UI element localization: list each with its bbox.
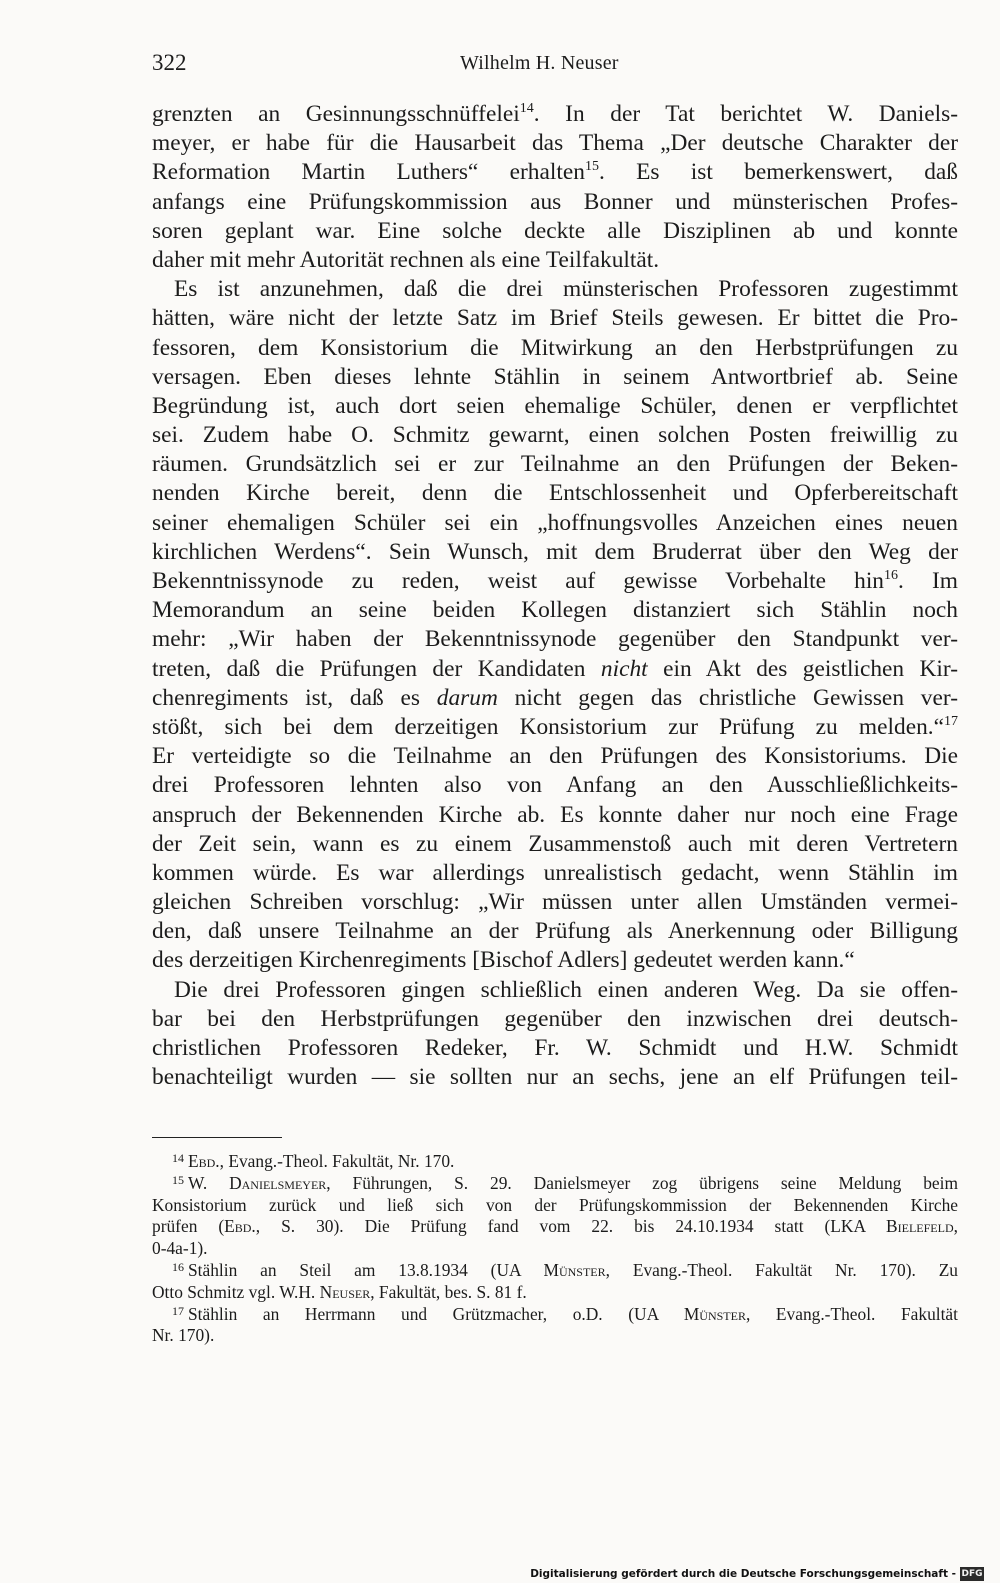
footnote-17: $^{17}$ Stählin an Herrmann und Grützmacher, o.D. (UA Münster, Evang.-Theol. Fakultät <box>172 1303 958 1324</box>
footnote-16: $^{16}$ Stählin an Steil am 13.8.1934 (UA Münster, Evang.-Theol. Fakultät Nr. 170). Zu <box>172 1259 959 1280</box>
footnote-ref[interactable]: 17 <box>944 713 958 729</box>
body-line: christlichen Professoren Redeker, Fr. W. Schmidt und H.W. Schmidt <box>152 1035 958 1061</box>
funding-text: Digitalisierung gefördert durch die Deutsche Forschungsgemeinschaft - <box>530 1568 956 1580</box>
footnote-line: Nr. 170). <box>152 1325 215 1346</box>
footnote-number: 17 <box>172 1303 184 1318</box>
body-line: mehr: „Wir haben der Bekenntnissynode gegenüber den Standpunkt ver- <box>152 626 958 653</box>
body-line: daher mit mehr Autorität rechnen als eine Teilfakultät. <box>152 246 660 273</box>
body-line: benachteiligt wurden — sie sollten nur an sechs, jene an elf Prüfungen teil- <box>152 1064 958 1091</box>
body-line: anfangs eine Prüfungskommission aus Bonner und münsterischen Profes- <box>152 188 958 215</box>
footnote-divider <box>152 1137 282 1138</box>
body-line: Memorandum an seine beiden Kollegen distanziert sich Stählin noch <box>152 597 958 624</box>
body-line: drei Professoren lehnten also von Anfang an den Ausschließlichkeits- <box>152 772 958 799</box>
paragraph-start: Es ist anzunehmen, daß die drei münsterischen Professoren zugestimmt <box>174 276 958 303</box>
body-line: hätten, wäre nicht der letzte Satz im Brief Steils gewesen. Er bittet die Pro- <box>152 305 958 332</box>
footnote-15: $^{15}$ W. Danielsmeyer, Führungen, S. 29. Danielsmeyer zog übrigens seine Meldung beim <box>172 1172 959 1193</box>
body-line: der Zeit sein, wann es zu einem Zusammenstoß auch mit deren Vertretern <box>152 830 958 857</box>
paragraph-start: Die drei Professoren gingen schließlich einen anderen Weg. Da sie offen- <box>174 976 958 1003</box>
footnote-number: 14 <box>172 1151 184 1165</box>
body-line: des derzeitigen Kirchenregiments [Bischof Adlers] gedeutet werden kann.“ <box>152 947 855 974</box>
body-line: bar bei den Herbstprüfungen gegenüber den inzwischen drei deutsch- <box>152 1005 958 1032</box>
footnote-ref[interactable]: 14 <box>519 101 534 116</box>
body-line: sei. Zudem habe O. Schmitz gewarnt, einen solchen Posten freiwillig zu <box>152 422 958 449</box>
body-line: anspruch der Bekennenden Kirche ab. Es konnte daher nur noch eine Frage <box>152 801 958 828</box>
body-line: gleichen Schreiben vorschlug: „Wir müssen unter allen Umständen vermei- <box>152 889 958 916</box>
dfg-logo-icon[interactable]: DFG <box>961 1569 983 1579</box>
footnote-line: 0-4a-1). <box>152 1238 208 1259</box>
footnote-line: Konsistorium zurück und ließ sich von der Prüfungskommission der Bekennenden Kirche <box>152 1194 958 1215</box>
footnote-number: 16 <box>172 1259 184 1274</box>
body-line: treten, daß die Prüfungen der Kandidaten nicht ein Akt des geistlichen Kir- <box>152 655 959 682</box>
body-line: grenzten an Gesinnungsschnüffelei$^{14}$. In der Tat berichtet W. Daniels- <box>152 101 959 127</box>
body-line: stößt, sich bei dem derzeitigen Konsistorium zur Prüfung zu melden.“$^{17}$ <box>152 713 958 740</box>
footnote-ref[interactable]: 15 <box>584 159 599 175</box>
footnote-14: $^{14}$ Ebd., Evang.-Theol. Fakultät, Nr. 170. <box>172 1151 455 1171</box>
body-line: kommen würde. Es war allerdings unrealistisch gedacht, wenn Stählin im <box>152 859 958 886</box>
body-line: Reformation Martin Luthers“ erhalten$^{15}$. Es ist bemerkenswert, daß <box>152 159 958 186</box>
footnote-ref[interactable]: 16 <box>884 568 899 583</box>
funding-notice <box>530 1565 984 1583</box>
body-line: meyer, er habe für die Hausarbeit das Thema „Der deutsche Charakter der <box>152 130 958 157</box>
footnote-line: prüfen (Ebd., S. 30). Die Prüfung fand vom 22. bis 24.10.1934 statt (LKA Bielefeld, <box>152 1216 958 1237</box>
emphasis: darum <box>436 684 498 711</box>
body-line: kirchlichen Werdens“. Sein Wunsch, mit dem Bruderrat über den Weg der <box>152 538 958 565</box>
page-number: 322 <box>152 50 187 75</box>
body-line: chenregiments ist, daß es darum nicht gegen das christliche Gewissen ver- <box>152 684 958 711</box>
body-line: soren geplant war. Eine solche deckte alle Disziplinen ab und konnte <box>152 217 958 244</box>
emphasis: nicht <box>600 655 648 682</box>
footnotes <box>152 1151 958 1347</box>
body-line: Begründung ist, auch dort seien ehemalige Schüler, denen er verpflichtet <box>152 392 958 419</box>
body-line: nenden Kirche bereit, denn die Entschlossenheit und Opferbereitschaft <box>152 480 958 507</box>
body-line: seiner ehemaligen Schüler sei ein „hoffnungsvolles Anzeichen eines neuen <box>152 509 958 536</box>
body-line: versagen. Eben dieses lehnte Stählin in seinem Antwortbrief ab. Seine <box>152 363 958 390</box>
footnote-number: 15 <box>172 1172 184 1187</box>
body-line: fessoren, dem Konsistorium die Mitwirkung an den Herbstprüfungen zu <box>152 334 958 361</box>
body-line: Er verteidigte so die Teilnahme an den Prüfungen des Konsistoriums. Die <box>152 743 958 770</box>
footnote-line: Otto Schmitz vgl. W.H. Neuser, Fakultät, bes. S. 81 f. <box>152 1281 527 1302</box>
body-line: den, daß unsere Teilnahme an der Prüfung als Anerkennung oder Billigung <box>152 918 958 945</box>
body-line: räumen. Grundsätzlich sei er zur Teilnahme an den Prüfungen der Beken- <box>152 451 958 478</box>
body-text <box>152 100 958 1092</box>
page-header <box>152 50 958 82</box>
body-line: Bekenntnissynode zu reden, weist auf gewisse Vorbehalte hin$^{16}$. Im <box>152 568 958 594</box>
running-head: Wilhelm H. Neuser <box>460 52 619 74</box>
